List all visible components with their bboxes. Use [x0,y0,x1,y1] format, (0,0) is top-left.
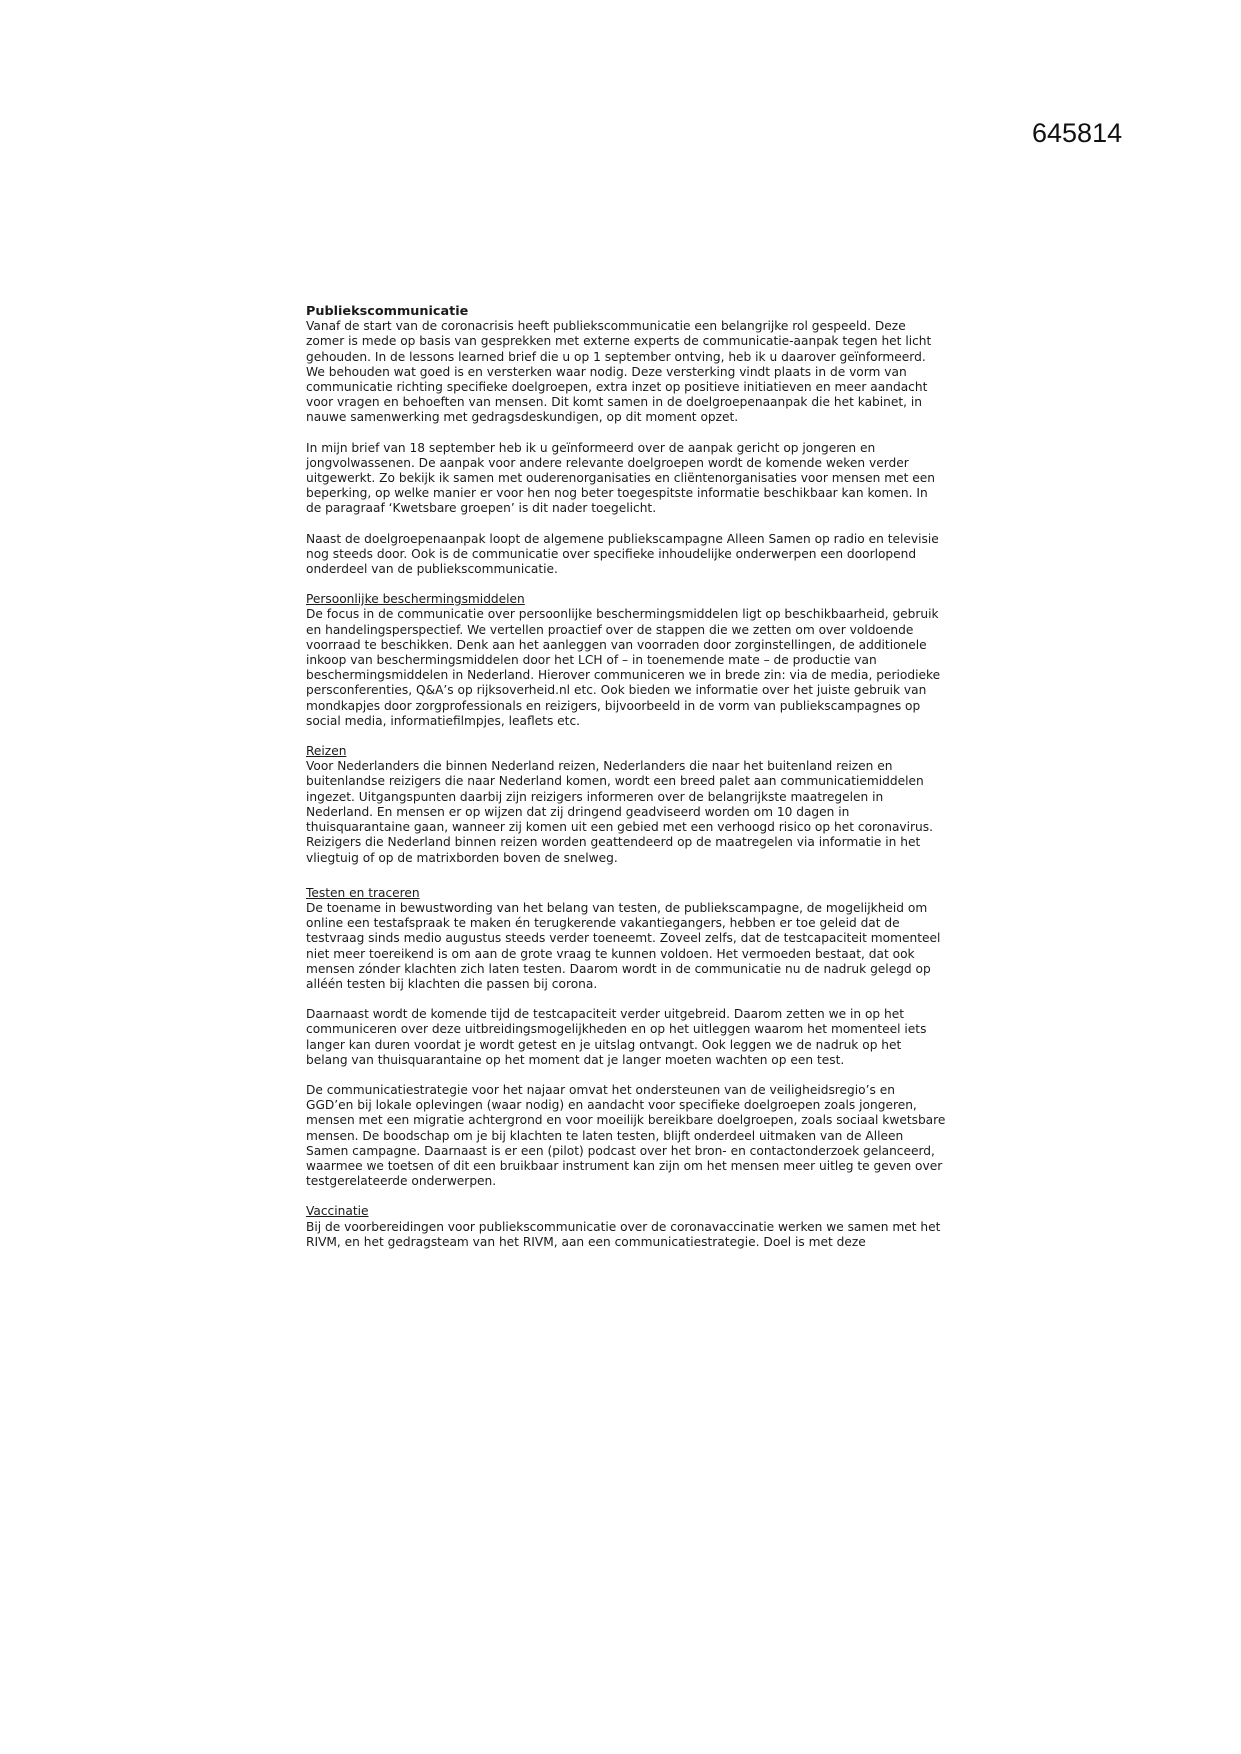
intro-paragraph-1: Vanaf de start van de coronacrisis heeft publiekscommunicatie een belangrijke rol gespeeld. Deze zomer is mede op basis van gesprekken met externe experts de communicatie-aanpak tegen het licht gehouden. In de lessons learned brief die u op 1 september ontving, heb ik u daarover geïnformeerd. We behouden wat goed is en versterken waar nodig. Deze versterking vindt plaats in de vorm van communicatie richting specifieke doelgroepen, extra inzet op positieve initiatieven en meer aandacht voor vragen en behoeften van mensen. Dit komt samen in de doelgroepenaanpak die het kabinet, in nauwe samenwerking met gedragsdeskundigen, op dit moment opzet. [306,319,932,425]
section-title-vaccinatie: Vaccinatie [306,1204,369,1219]
page-title: Publiekscommunicatie [306,304,469,319]
section-text-testen-3: De communicatiestrategie voor het najaar omvat het ondersteunen van de veiligheidsregio’s en GGD’en bij lokale oplevingen (waar nodig) en aandacht voor specifieke doelgroepen zoals jongeren, mensen met een migratie achtergrond en voor moeilijk bereikbare doelgroepen, zoals sociaal kwetsbare mensen. De boodschap om je bij klachten te laten testen, blijft onderdeel uitmaken van de Alleen Samen campagne. Daarnaast is er een (pilot) podcast over het bron- en contactonderzoek gelanceerd, waarmee we toetsen of dit een bruikbaar instrument kan zijn om het mensen meer uitleg te geven over testgerelateerde onderwerpen. [306,1082,946,1189]
document-id: 645814 [1032,118,1123,148]
section-text-beschermingsmiddelen: De focus in de communicatie over persoonlijke beschermingsmiddelen ligt op beschikbaarheid, gebruik en handelingsperspectief. We vertellen proactief over de stappen die we zetten om over voldoende voorraad te beschikken. Denk aan het aanleggen van voorraden door zorginstellingen, de additionele inkoop van beschermingsmiddelen door het LCH of – in toenemende mate – de productie van beschermingsmiddelen in Nederland. Hierover communiceren we in brede zin: via de media, periodieke persconferenties, Q&A’s op rijksoverheid.nl etc. Ook bieden we informatie over het juiste gebruik van mondkapjes door zorgprofessionals en reizigers, bijvoorbeeld in de vorm van publiekscampagnes op social media, informatiefilmpjes, leaflets etc. [306,607,941,728]
section-text-testen-2: Daarnaast wordt de komende tijd de testcapaciteit verder uitgebreid. Daarom zetten we in op het communiceren over deze uitbreidingsmogelijkheden en op het uitleggen waarom het momenteel iets langer kan duren voordat je wordt getest en je uitslag ontvangt. Ook leggen we de nadruk op het belang van thuisquarantaine op het moment dat je langer moeten wachten op een test. [306,1007,927,1067]
section-title-testen: Testen en traceren [306,885,420,900]
section-text-testen-1: De toename in bewustwording van het belang van testen, de publiekscampagne, de mogelijkheid om online een testafspraak te maken én terugkerende vakantiegangers, hebben er toe geleid dat de testvraag sinds medio augustus steeds verder toeneemt. Zoveel zelfs, dat de testcapaciteit momenteel niet meer toereikend is om aan de grote vraag te kunnen voldoen. Het vermoeden bestaat, dat ook mensen zónder klachten zich laten testen. Daarom wordt in de communicatie nu de nadruk gelegd op alléén testen bij klachten die passen bij corona. [306,900,941,991]
section-text-reizen: Voor Nederlanders die binnen Nederland reizen, Nederlanders die naar het buitenland reizen en buitenlandse reizigers die naar Nederland komen, wordt een breed palet aan communicatiemiddelen ingezet. Uitgangspunten daarbij zijn reizigers informeren over de belangrijkste maatregelen in Nederland. En mensen er op wijzen dat zij dringend geadviseerd worden om 10 dagen in thuisquarantaine gaan, wanneer zij komen uit een gebied met een verhoogd risico op het coronavirus. Reizigers die Nederland binnen reizen worden geattendeerd op de maatregelen via informatie in het vliegtuig of op de matrixborden boven de snelweg. [306,759,933,865]
intro-paragraph-2: In mijn brief van 18 september heb ik u geïnformeerd over de aanpak gericht op jongeren en jongvolwassenen. De aanpak voor andere relevante doelgroepen wordt de komende weken verder uitgewerkt. Zo bekijk ik samen met ouderenorganisaties en cliëntenorganisaties voor mensen met een beperking, op welke manier er voor hen nog beter toegespitste informatie beschikbaar kan komen. In de paragraaf ‘Kwetsbare groepen’ is dit nader toegelicht. [306,440,936,516]
section-title-reizen: Reizen [306,744,347,759]
document-body [306,304,946,1250]
section-title-beschermingsmiddelen: Persoonlijke beschermingsmiddelen [306,592,525,607]
intro-paragraph-3: Naast de doelgroepenaanpak loopt de algemene publiekscampagne Alleen Samen op radio en televisie nog steeds door. Ook is de communicatie over specifieke inhoudelijke onderwerpen een doorlopend onderdeel van de publiekscommunicatie. [306,531,939,577]
section-text-vaccinatie: Bij de voorbereidingen voor publiekscommunicatie over de coronavaccinatie werken we samen met het RIVM, en het gedragsteam van het RIVM, aan een communicatiestrategie. Doel is met deze [306,1219,941,1249]
